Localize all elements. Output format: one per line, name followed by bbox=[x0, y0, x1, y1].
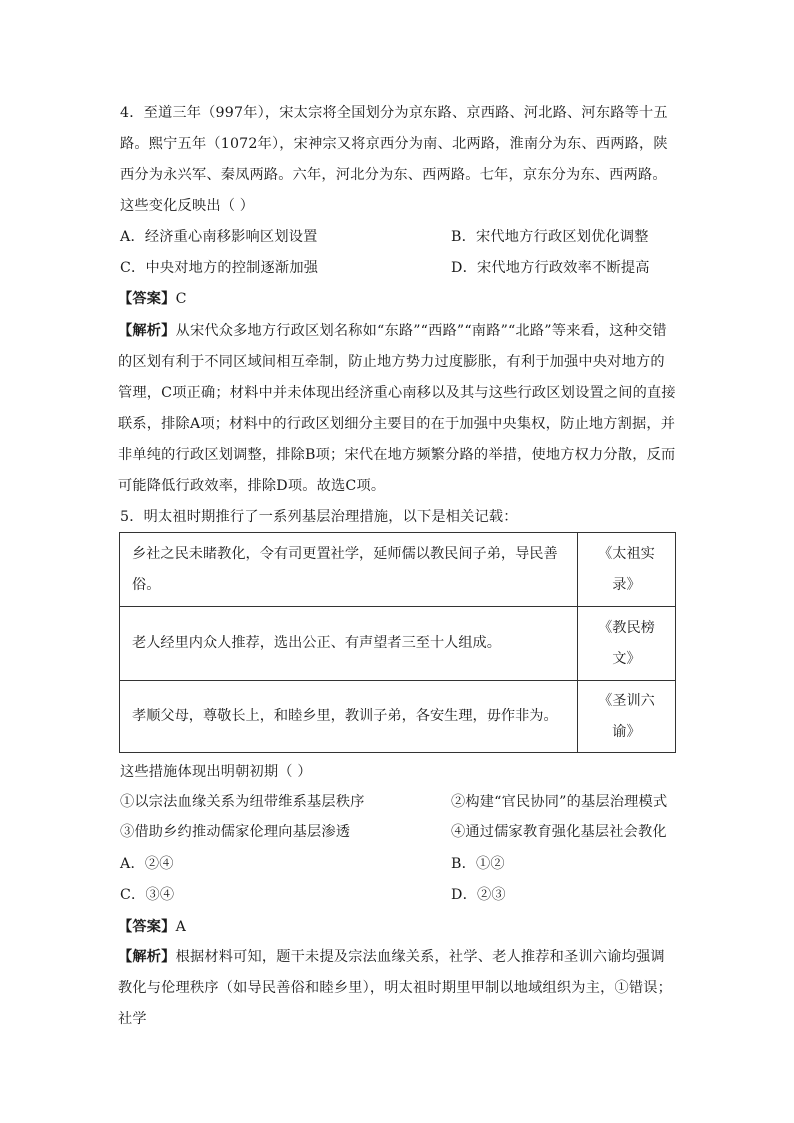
table-row bbox=[120, 533, 676, 607]
q5-option-d: D．②③ bbox=[451, 887, 506, 903]
q4-option-b: B．宋代地方行政区划优化调整 bbox=[451, 229, 649, 245]
q5-answer-value: A bbox=[175, 919, 187, 935]
q4-option-c: C．中央对地方的控制逐渐加强 bbox=[120, 260, 319, 276]
q5-analysis-text: 根据材料可知，题干未提及宗法血缘关系，社学、老人推荐和圣训六谕均强调教化与伦理秩序（如导民善俗和睦乡里），明太祖时期里甲制以地域组织为主，①错误；社学 bbox=[118, 949, 673, 1027]
question-4-stem: 4．至道三年（997年），宋太宗将全国划分为京东路、京西路、河北路、河东路等十五路。熙宁五年（1072年），宋神宗又将京西分为南、北两路，淮南分为东、西两路，陕西分为永兴军、秦凤两路。六年，河北分为东、西两路。七年，京东分为东、西两路。这些变化反映出（ ） bbox=[120, 105, 668, 214]
record-text: 老人经里内众人推荐，选出公正、有声望者三至十人组成。 bbox=[120, 607, 578, 681]
question-5-stem: 5．明太祖时期推行了一系列基层治理措施，以下是相关记载： bbox=[120, 509, 518, 525]
record-source: 《太祖实录》 bbox=[578, 533, 676, 607]
table-row bbox=[120, 681, 676, 753]
q5-statement-3: ③借助乡约推动儒家伦理向基层渗透 bbox=[120, 824, 351, 840]
q5-option-a: A．②④ bbox=[120, 856, 174, 872]
q5-analysis bbox=[118, 942, 676, 1035]
q5-answer bbox=[118, 916, 186, 936]
q5-option-c: C．③④ bbox=[120, 887, 175, 903]
q4-analysis-label: 【解析】 bbox=[118, 323, 176, 339]
q4-option-d: D．宋代地方行政效率不断提高 bbox=[451, 260, 650, 276]
q5-question: 这些措施体现出明朝初期（ ） bbox=[120, 764, 312, 780]
q4-answer bbox=[118, 288, 187, 308]
q5-statement-1: ①以宗法血缘关系为纽带维系基层秩序 bbox=[120, 794, 365, 810]
q5-analysis-label: 【解析】 bbox=[118, 949, 176, 965]
q4-answer-value: C bbox=[175, 291, 187, 307]
record-text: 乡社之民未睹教化，令有司更置社学，延师儒以教民间子弟，导民善俗。 bbox=[120, 533, 578, 607]
q4-analysis-text: 从宋代众多地方行政区划名称如“东路”“西路”“南路”“北路”等来看，这种交错的区划有利于不同区域间相互牵制，防止地方势力过度膨胀，有利于加强中央对地方的管理，C项正确；材料中并未体现出经济重心南移以及其与这些行政区划设置之间的直接联系，排除A项；材料中的行政区划细分主要目的在于加强中央集权，防止地方割据，并非单纯的行政区划调整，排除B项；宋代在地方频繁分路的举措，使地方权力分散，反而可能降低行政效率，排除D项。故选C项。 bbox=[118, 323, 676, 494]
q5-answer-label: 【答案】 bbox=[118, 919, 176, 935]
record-source: 《教民榜文》 bbox=[578, 607, 676, 681]
records-table bbox=[119, 532, 676, 753]
table-row bbox=[120, 607, 676, 681]
record-source: 《圣训六谕》 bbox=[578, 681, 676, 753]
q4-analysis bbox=[118, 316, 676, 502]
q5-statement-4: ④通过儒家教育强化基层社会教化 bbox=[451, 824, 667, 840]
record-text: 孝顺父母，尊敬长上，和睦乡里，教训子弟，各安生理，毋作非为。 bbox=[120, 681, 578, 753]
q5-statement-2: ②构建“官民协同”的基层治理模式 bbox=[451, 794, 668, 810]
q5-option-b: B．①② bbox=[451, 856, 505, 872]
q4-answer-label: 【答案】 bbox=[118, 291, 176, 307]
q4-option-a: A．经济重心南移影响区划设置 bbox=[120, 229, 318, 245]
